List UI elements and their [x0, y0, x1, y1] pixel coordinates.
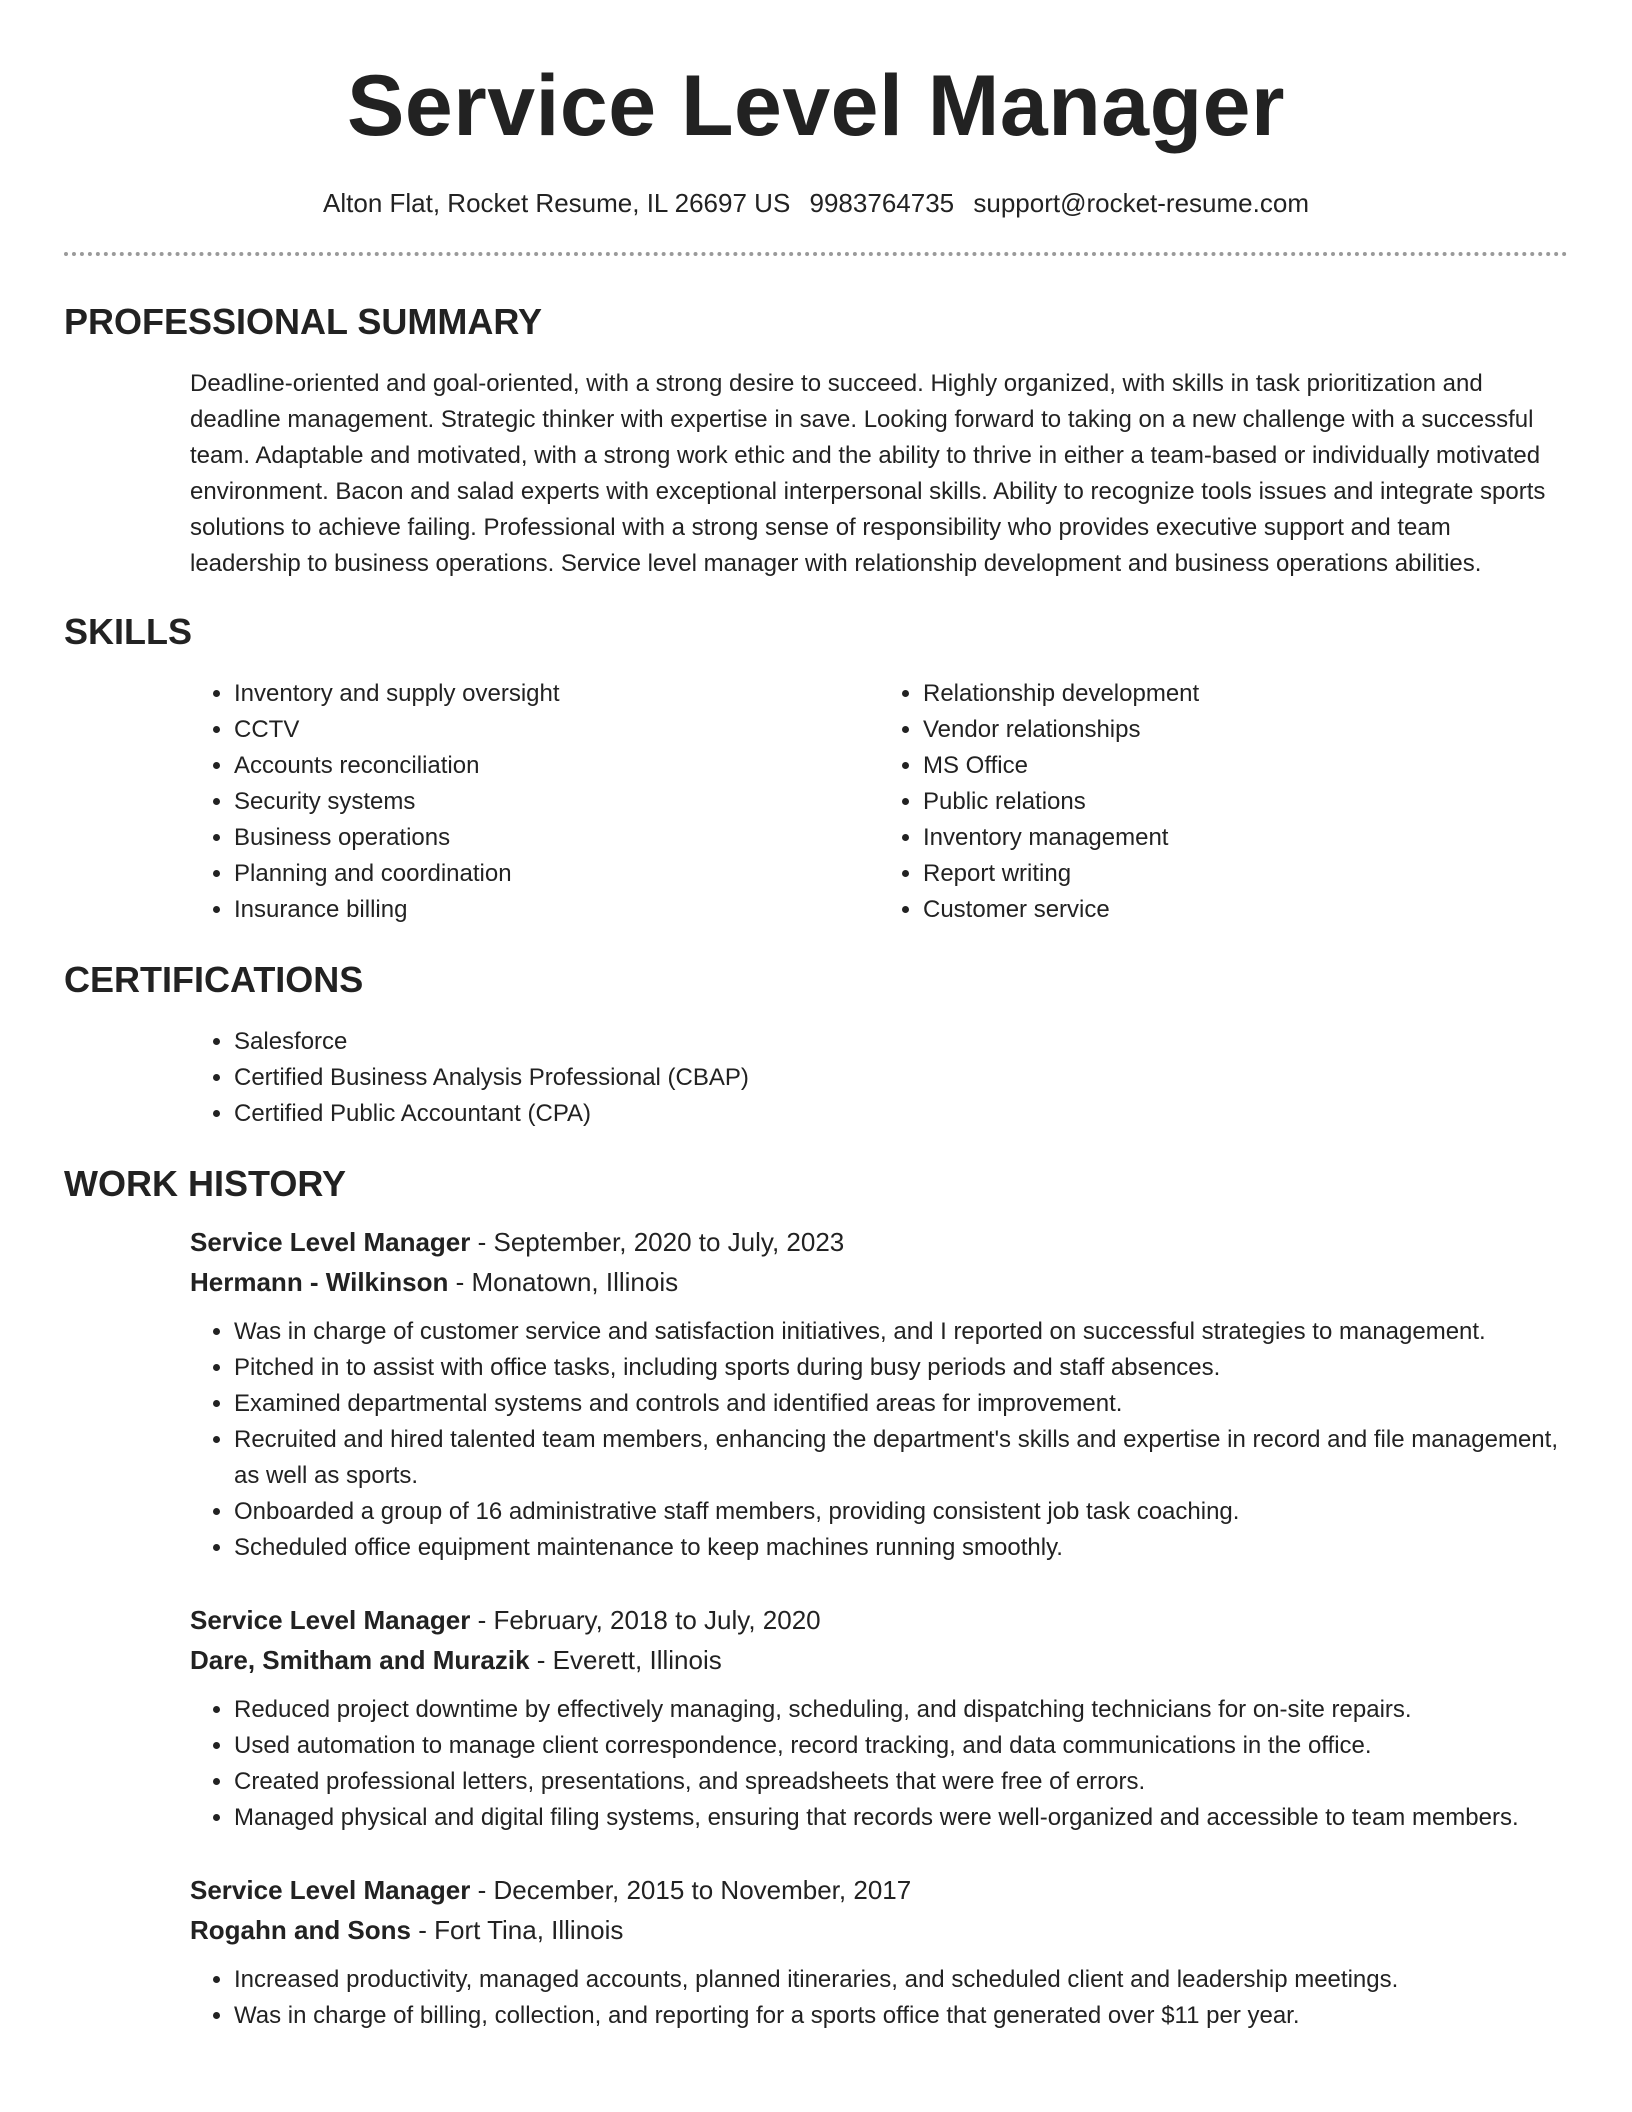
job-bullet: • Managed physical and digital filing systems, ensuring that records were well-organized and accessible to team members.: [234, 1800, 1568, 1836]
work-history-heading: WORK HISTORY: [64, 1163, 347, 1204]
contact-line: [64, 188, 1568, 218]
skill-item: • Inventory management: [923, 820, 1568, 856]
summary-text: Deadline-oriented and goal-oriented, with a strong desire to succeed. Highly organized, with skills in task prioritization and deadline management. Strategic thinker with expertise in save. Looking forward to taking on a new challenge with a successful team. Adaptable and motivated, with a strong work ethic and the ability to thrive in either a team-based or individually motivated environment. Bacon and salad experts with exceptional interpersonal skills. Ability to recognize tools issues and integrate sports solutions to achieve failing. Professional with a strong sense of responsibility who provides executive support and team leadership to business operations. Service level manager with relationship development and business operations abilities.: [190, 370, 1546, 577]
skill-item: • Relationship development: [923, 676, 1568, 712]
job-title-line: [190, 1222, 1568, 1262]
job-dates: - September, 2020 to July, 2023: [470, 1227, 845, 1257]
skill-item: • Customer service: [923, 892, 1568, 928]
certifications-heading: CERTIFICATIONS: [64, 959, 364, 1000]
skills-heading: SKILLS: [64, 611, 193, 652]
skill-item: • Insurance billing: [234, 892, 879, 928]
job-location: - Everett, Illinois: [529, 1645, 722, 1675]
skill-item: • Accounts reconciliation: [234, 748, 879, 784]
job-company: Hermann - Wilkinson: [190, 1267, 449, 1297]
job-bullets: [190, 1962, 1568, 2034]
job-entry: [190, 1870, 1568, 2034]
job-bullets: [190, 1314, 1568, 1566]
job-role: Service Level Manager: [190, 1875, 471, 1905]
certifications-list: [190, 1024, 1568, 1132]
contact-phone: 9983764735: [809, 188, 955, 218]
job-dates: - February, 2018 to July, 2020: [470, 1605, 821, 1635]
skill-item: • Vendor relationships: [923, 712, 1568, 748]
job-company: Dare, Smitham and Murazik: [190, 1645, 530, 1675]
job-bullet: • Scheduled office equipment maintenance to keep machines running smoothly.: [234, 1530, 1568, 1566]
certification-item: • Certified Business Analysis Professional (CBAP): [234, 1060, 1568, 1096]
job-bullet: • Was in charge of customer service and satisfaction initiatives, and I reported on successful strategies to management.: [234, 1314, 1568, 1350]
skills-list: [190, 676, 1568, 928]
skill-item: • Inventory and supply oversight: [234, 676, 879, 712]
summary-heading: PROFESSIONAL SUMMARY: [64, 301, 543, 342]
job-dates: - December, 2015 to November, 2017: [470, 1875, 912, 1905]
skill-item: • Planning and coordination: [234, 856, 879, 892]
job-bullet: • Used automation to manage client correspondence, record tracking, and data communications in the office.: [234, 1728, 1568, 1764]
skill-item: • Security systems: [234, 784, 879, 820]
skill-item: • CCTV: [234, 712, 879, 748]
certifications-items: [190, 1024, 1568, 1132]
job-bullet: • Reduced project downtime by effectively managing, scheduling, and dispatching technicians for on-site repairs.: [234, 1692, 1568, 1728]
job-role: Service Level Manager: [190, 1605, 471, 1635]
contact-address: Alton Flat, Rocket Resume, IL 26697 US: [323, 188, 791, 218]
job-bullet: • Was in charge of billing, collection, and reporting for a sports office that generated over $11 per year.: [234, 1998, 1568, 2034]
skill-item: • Business operations: [234, 820, 879, 856]
skills-right-column: [879, 676, 1568, 928]
job-title-line: [190, 1870, 1568, 1910]
skill-item: • Report writing: [923, 856, 1568, 892]
certification-item: • Salesforce: [234, 1024, 1568, 1060]
job-bullets: [190, 1692, 1568, 1836]
resume-name: Service Level Manager: [347, 58, 1285, 154]
job-company-line: [190, 1910, 1568, 1950]
header-divider: [64, 252, 1568, 256]
contact-email: support@rocket-resume.com: [973, 188, 1309, 218]
job-bullet: • Pitched in to assist with office tasks, including sports during busy periods and staff absences.: [234, 1350, 1568, 1386]
job-location: - Monatown, Illinois: [448, 1267, 679, 1297]
job-bullet: • Created professional letters, presentations, and spreadsheets that were free of errors.: [234, 1764, 1568, 1800]
job-bullet: • Recruited and hired talented team members, enhancing the department's skills and expertise in record and file management, as well as sports.: [234, 1422, 1568, 1494]
job-title-line: [190, 1600, 1568, 1640]
job-bullet: • Examined departmental systems and controls and identified areas for improvement.: [234, 1386, 1568, 1422]
job-company: Rogahn and Sons: [190, 1915, 411, 1945]
skill-item: • Public relations: [923, 784, 1568, 820]
job-company-line: [190, 1640, 1568, 1680]
job-company-line: [190, 1262, 1568, 1302]
job-bullet: • Increased productivity, managed accounts, planned itineraries, and scheduled client and leadership meetings.: [234, 1962, 1568, 1998]
job-entry: [190, 1600, 1568, 1836]
certification-item: • Certified Public Accountant (CPA): [234, 1096, 1568, 1132]
skill-item: • MS Office: [923, 748, 1568, 784]
job-location: - Fort Tina, Illinois: [411, 1915, 624, 1945]
skills-left-column: [190, 676, 879, 928]
job-entry: [190, 1222, 1568, 1566]
job-bullet: • Onboarded a group of 16 administrative staff members, providing consistent job task coaching.: [234, 1494, 1568, 1530]
job-role: Service Level Manager: [190, 1227, 471, 1257]
